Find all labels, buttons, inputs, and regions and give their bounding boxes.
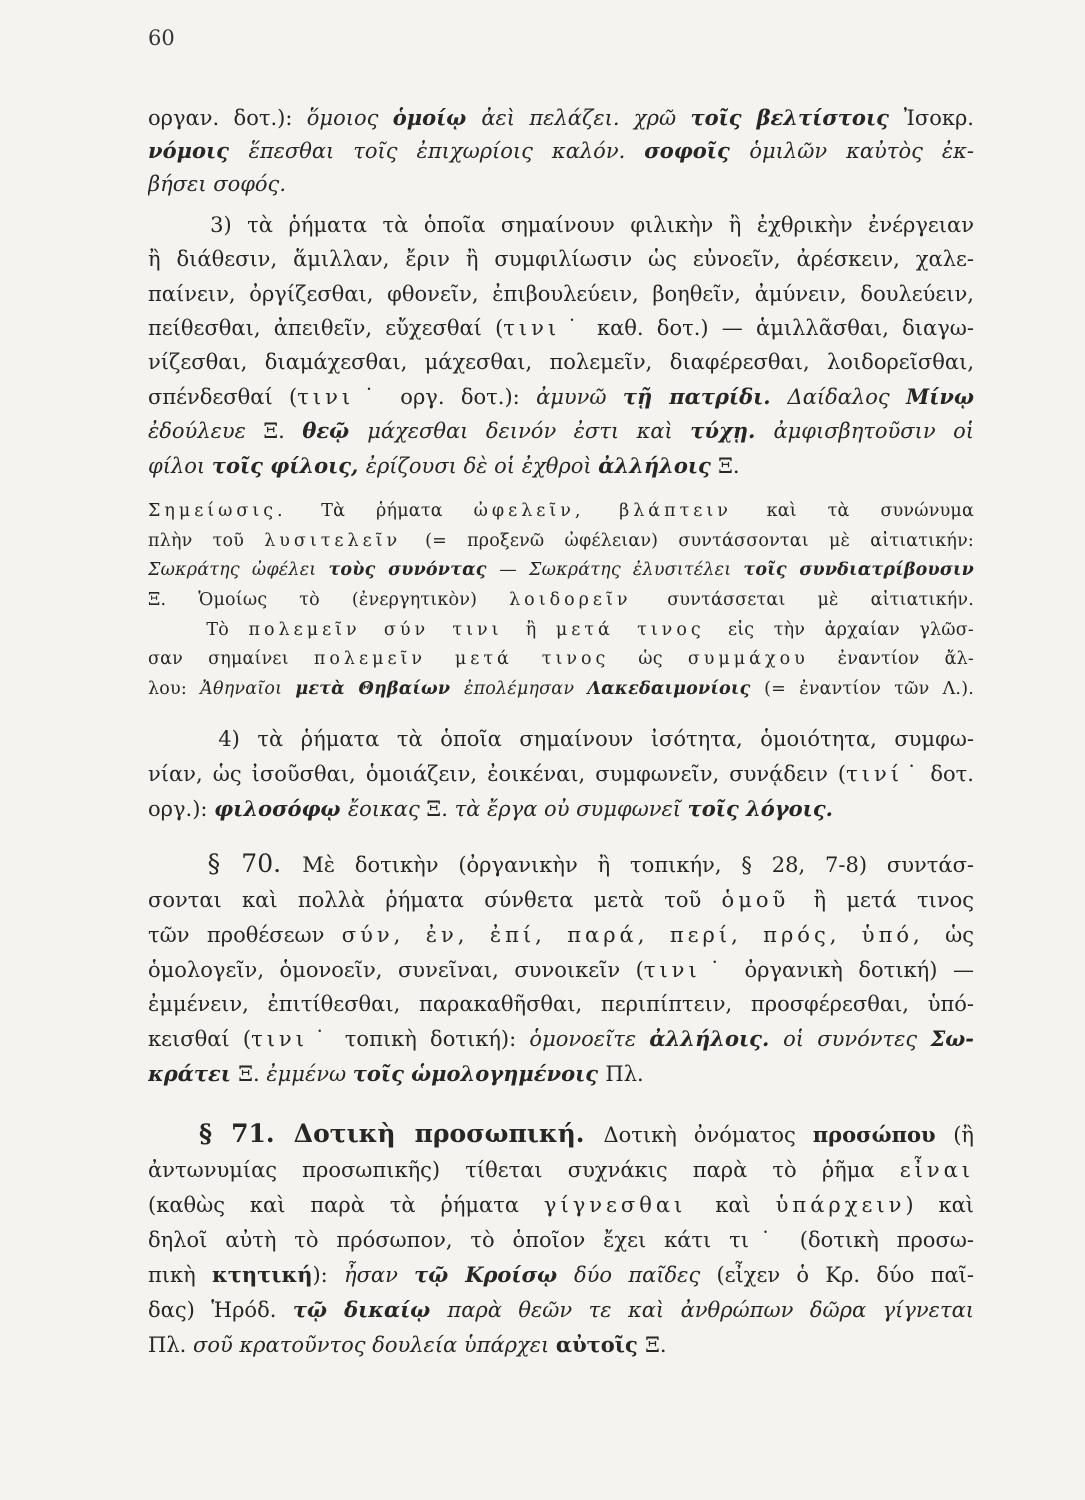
text-segment: ἢ μετά τινος: [813, 888, 974, 912]
text-segment: ὡς: [945, 923, 974, 947]
text-segment: παίνειν, ὀργίζεσθαι, φθονεῖν, ἐπιβουλεύειν, βοηθεῖν, ἀμύνειν, δουλεύειν,: [148, 282, 974, 306]
text-segment: βήσει σοφός.: [148, 172, 286, 196]
text-segment: τοῖς βελτίστοις: [690, 105, 904, 130]
text-segment: σονται καὶ πολλὰ ῥήματα σύνθετα μετὰ τοῦ: [148, 888, 722, 912]
text-segment: σοφοῖς: [644, 138, 750, 163]
text-segment: Δοτικὴ ὀνόματος: [603, 1123, 813, 1147]
text-line: [148, 725, 974, 753]
text-line: [148, 990, 974, 1018]
text-segment: ἢ: [525, 620, 556, 640]
text-segment: ἕπεσθαι τοῖς ἐπιχωρίοις καλόν.: [248, 139, 645, 163]
text-segment: πλὴν τοῦ: [148, 531, 265, 551]
text-line: [148, 245, 974, 273]
text-segment: § 70.: [207, 850, 303, 878]
text-segment: ἢ διάθεσιν, ἅμιλλαν, ἔριν ἢ συμφιλίωσιν ὡς εὐνοεῖν, ἀρέσκειν, χαλε-: [148, 247, 974, 271]
text-segment: θεῷ: [302, 418, 368, 443]
text-segment: προσώπου: [812, 1122, 954, 1147]
text-line: [148, 104, 974, 132]
text-segment: καὶ τὰ συνώνυμα: [766, 501, 974, 521]
text-segment: Πλ.: [605, 1062, 644, 1086]
text-segment: τῷ δικαίῳ: [292, 1297, 448, 1322]
text-segment: — Σωκράτης ἐλυσιτέλει: [499, 560, 744, 580]
text-segment: ἐμμένειν, ἐπιτίθεσθαι, παρακαθῆσθαι, περιπίπτειν, προσφέρεσθαι, ὑπό-: [148, 992, 974, 1016]
text-segment: πολεμεῖν μετά τινος: [313, 649, 639, 669]
text-segment: δύο παῖδες: [573, 1263, 717, 1287]
text-segment: Μὲ δοτικὴν (ὀργανικὴν ἢ τοπικήν, § 28, 7-8) συντάσ-: [302, 853, 974, 877]
text-line: [148, 1226, 974, 1254]
text-segment: ˙ τοπικὴ δοτική):: [307, 1027, 530, 1051]
text-segment: Ἰσοκρ.: [903, 106, 974, 130]
page-number: 60: [148, 26, 175, 50]
text-segment: (καθὼς καὶ παρὰ τὰ ῥήματα: [148, 1193, 544, 1217]
text-segment: συντάσσεται μὲ αἰτιατικήν.: [667, 590, 974, 610]
text-segment: ἀντωνυμίας προσωπικῆς) τίθεται συχνάκις παρὰ τὸ ῥῆμα: [148, 1158, 900, 1182]
text-segment: ἀμυνῶ: [536, 385, 623, 409]
text-segment: τινι: [251, 1027, 308, 1051]
text-line: [148, 1331, 974, 1359]
text-segment: ˙ καθ. δοτ.) — ἁμιλλᾶσθαι, διαγω-: [560, 316, 974, 340]
text-segment: ἦσαν: [344, 1263, 415, 1287]
text-line: [148, 417, 974, 445]
text-segment: [148, 853, 208, 877]
text-segment: (= προξενῶ ὠφέλειαν) συντάσσονται μὲ αἰτιατικήν:: [425, 531, 974, 551]
text-segment: νόμοις: [148, 138, 249, 163]
text-segment: Λακεδαιμονίοις: [587, 679, 765, 699]
text-segment: φιλοσόφῳ: [214, 796, 348, 821]
text-segment: (= ἐναντίον τῶν Λ.).: [764, 679, 974, 699]
text-segment: (ἢ: [953, 1123, 974, 1147]
text-line: [148, 1025, 974, 1053]
text-segment: τοῖς λόγοις.: [687, 796, 833, 821]
text-segment: νίαν, ὡς ἰσοῦσθαι, ὁμοιάζειν, ἐοικέναι, συμφωνεῖν, συνᾴδειν (: [148, 762, 847, 786]
text-segment: εἰς τὴν ἀρχαίαν γλῶσ-: [727, 620, 974, 640]
text-segment: σύν, ἐν, ἐπί, παρά, περί, πρός, ὑπό,: [341, 923, 946, 947]
text-segment: Πλ.: [148, 1333, 193, 1357]
text-line: [148, 1191, 974, 1219]
text-segment: ˙ ὀργανικὴ δοτική) —: [700, 958, 974, 982]
text-segment: σαν σημαίνει: [148, 649, 314, 669]
text-segment: φίλοι: [148, 454, 212, 478]
text-line: [148, 137, 974, 165]
text-line: [148, 921, 974, 949]
text-segment: ὁμοίῳ: [392, 105, 482, 130]
text-segment: § 71. Δοτικὴ προσωπική.: [199, 1120, 604, 1148]
text-line: [148, 1060, 974, 1088]
text-segment: κεισθαί (: [148, 1027, 252, 1051]
text-segment: Σωκράτης ὠφέλει: [148, 560, 329, 580]
text-segment: Ξ.: [238, 1062, 267, 1086]
text-segment: τῶν προθέσεων: [148, 923, 342, 947]
text-segment: ἐδούλευε: [148, 419, 264, 443]
text-segment: Δαίδαλος: [787, 385, 907, 409]
text-line: [148, 383, 974, 411]
text-line: [148, 760, 974, 788]
text-segment: τύχῃ.: [690, 418, 774, 443]
text-segment: δας) Ἡρόδ.: [148, 1298, 293, 1322]
text-segment: παρὰ θεῶν τε καὶ ἀνθρώπων δῶρα γίγνεται: [447, 1298, 974, 1322]
text-line: [148, 280, 974, 308]
text-segment: οργ.):: [148, 797, 215, 821]
text-line: [148, 1156, 974, 1184]
text-segment: ὠφελεῖν, βλάπτειν: [473, 501, 767, 521]
text-line: [148, 956, 974, 984]
text-line: [148, 497, 974, 525]
text-segment: εἶναι: [899, 1158, 974, 1182]
text-line: [148, 170, 974, 198]
text-segment: ἐναντίον ἄλ-: [837, 649, 974, 669]
text-segment: ˙ δοτ.: [902, 762, 974, 786]
text-line: [148, 795, 974, 823]
text-segment: οργαν. δοτ.):: [148, 106, 307, 130]
text-segment: ἀλλήλοις.: [649, 1026, 784, 1051]
text-line: [148, 1261, 974, 1289]
text-segment: πολεμεῖν σύν τινι: [248, 620, 526, 640]
text-segment: κτητική: [212, 1262, 313, 1287]
text-segment: τινί: [846, 762, 903, 786]
text-line: [148, 314, 974, 342]
text-segment: (εἶχεν ὁ Κρ. δύο παῖ-: [716, 1263, 974, 1287]
text-line: [148, 886, 974, 914]
text-segment: ˙ οργ. δοτ.):: [354, 385, 537, 409]
text-segment: δηλοῖ αὐτὴ τὸ πρόσωπον, τὸ ὁποῖον ἔχει κάτι τι˙ (δοτικὴ προσω-: [148, 1228, 974, 1252]
text-line: [148, 348, 974, 376]
text-segment: κράτει: [148, 1061, 239, 1086]
text-segment: ὁμολογεῖν, ὁμονοεῖν, συνεῖναι, συνοικεῖν (: [148, 958, 644, 982]
text-segment: Ξ.: [718, 454, 740, 478]
text-segment: λοιδορεῖν: [509, 590, 668, 610]
text-line: [148, 1120, 974, 1148]
text-segment: τοῖς ὡμολογημένοις: [352, 1061, 606, 1086]
text-segment: ἔοικας: [347, 797, 427, 821]
text-segment: λυσιτελεῖν: [264, 531, 426, 551]
text-segment: [148, 1123, 199, 1147]
text-segment: ὁμοῦ: [721, 888, 814, 912]
text-segment: ἐρίζουσι δὲ οἱ ἐχθροὶ: [365, 454, 599, 478]
text-segment: πείθεσθαι, ἀπειθεῖν, εὔχεσθαί (: [148, 316, 504, 340]
text-line: [148, 850, 974, 878]
text-segment: ὑπάρχειν: [775, 1193, 906, 1217]
text-segment: Μίνῳ: [906, 384, 974, 409]
text-segment: ἀεὶ πελάζει. χρῶ: [481, 106, 691, 130]
text-segment: σπένδεσθαί (: [148, 385, 298, 409]
text-line: [148, 452, 974, 480]
text-segment: ὡς: [638, 649, 688, 669]
text-segment: τινι: [643, 958, 701, 982]
text-line: [148, 211, 974, 239]
text-line: [148, 586, 974, 614]
text-segment: Ξ.: [263, 419, 303, 443]
text-segment: 3) τὰ ῥήματα τὰ ὁποῖα σημαίνουν φιλικὴν ἢ ἐχθρικὴν ἐνέργειαν: [148, 213, 974, 237]
text-segment: τοὺς συνόντας: [328, 560, 500, 580]
text-segment: τινι: [297, 385, 355, 409]
text-segment: πικὴ: [148, 1263, 213, 1287]
text-segment: ἀμφισβητοῦσιν οἱ: [773, 419, 974, 443]
text-segment: ὅμοιος: [306, 106, 393, 130]
text-segment: Ξ.: [426, 797, 455, 821]
text-segment: οἱ συνόντες: [783, 1027, 931, 1051]
text-segment: τὰ ἔργα οὐ συμφωνεῖ: [454, 797, 688, 821]
text-segment: αὐτοῖς: [555, 1332, 646, 1357]
text-segment: ὁμονοεῖτε: [529, 1027, 650, 1051]
text-segment: νίζεσθαι, διαμάχεσθαι, μάχεσθαι, πολεμεῖν, διαφέρεσθαι, λοιδορεῖσθαι,: [148, 350, 974, 374]
text-segment: Σω-: [930, 1026, 974, 1051]
text-segment: ὁμιλῶν καὐτὸς ἐκ-: [749, 139, 974, 163]
text-segment: ) καὶ: [905, 1193, 974, 1217]
text-segment: ἐπολέμησαν: [463, 679, 588, 699]
text-segment: σοῦ κρατοῦντος δουλεία ὑπάρχει: [192, 1333, 556, 1357]
text-line: [148, 675, 974, 703]
text-segment: τῇ πατρίδι.: [622, 384, 788, 409]
text-line: [148, 645, 974, 673]
text-segment: λου:: [148, 679, 201, 699]
text-segment: καὶ: [715, 1193, 776, 1217]
text-segment: Σημείωσις.: [148, 501, 322, 521]
text-segment: γίγνεσθαι: [543, 1193, 716, 1217]
text-segment: τοῖς συνδιατρίβουσιν: [743, 560, 974, 580]
text-line: [148, 1296, 974, 1324]
text-segment: Ἀθηναῖοι: [200, 679, 296, 699]
text-segment: τῷ Κροίσῳ: [414, 1262, 574, 1287]
text-segment: μετὰ Θηβαίων: [295, 679, 464, 699]
text-segment: Ξ.: [645, 1333, 667, 1357]
text-segment: Τὰ ῥήματα: [321, 501, 474, 521]
text-segment: Τὸ: [148, 620, 249, 640]
text-segment: τινι: [503, 316, 561, 340]
text-segment: μετά τινος: [555, 620, 728, 640]
text-segment: ):: [312, 1263, 345, 1287]
text-segment: ἀλλήλοις: [598, 453, 719, 478]
text-line: [148, 556, 974, 584]
text-line: [148, 616, 974, 644]
text-segment: συμμάχου: [687, 649, 838, 669]
text-segment: μάχεσθαι δεινόν ἐστι καὶ: [367, 419, 691, 443]
text-segment: 4) τὰ ῥήματα τὰ ὁποῖα σημαίνουν ἰσότητα, ὁμοιότητα, συμφω-: [148, 727, 974, 751]
text-segment: ἐμμένω: [266, 1062, 353, 1086]
text-line: [148, 527, 974, 555]
text-segment: τοῖς φίλοις,: [211, 453, 366, 478]
text-segment: Ξ. Ὁμοίως τὸ (ἐνεργητικὸν): [148, 590, 510, 610]
